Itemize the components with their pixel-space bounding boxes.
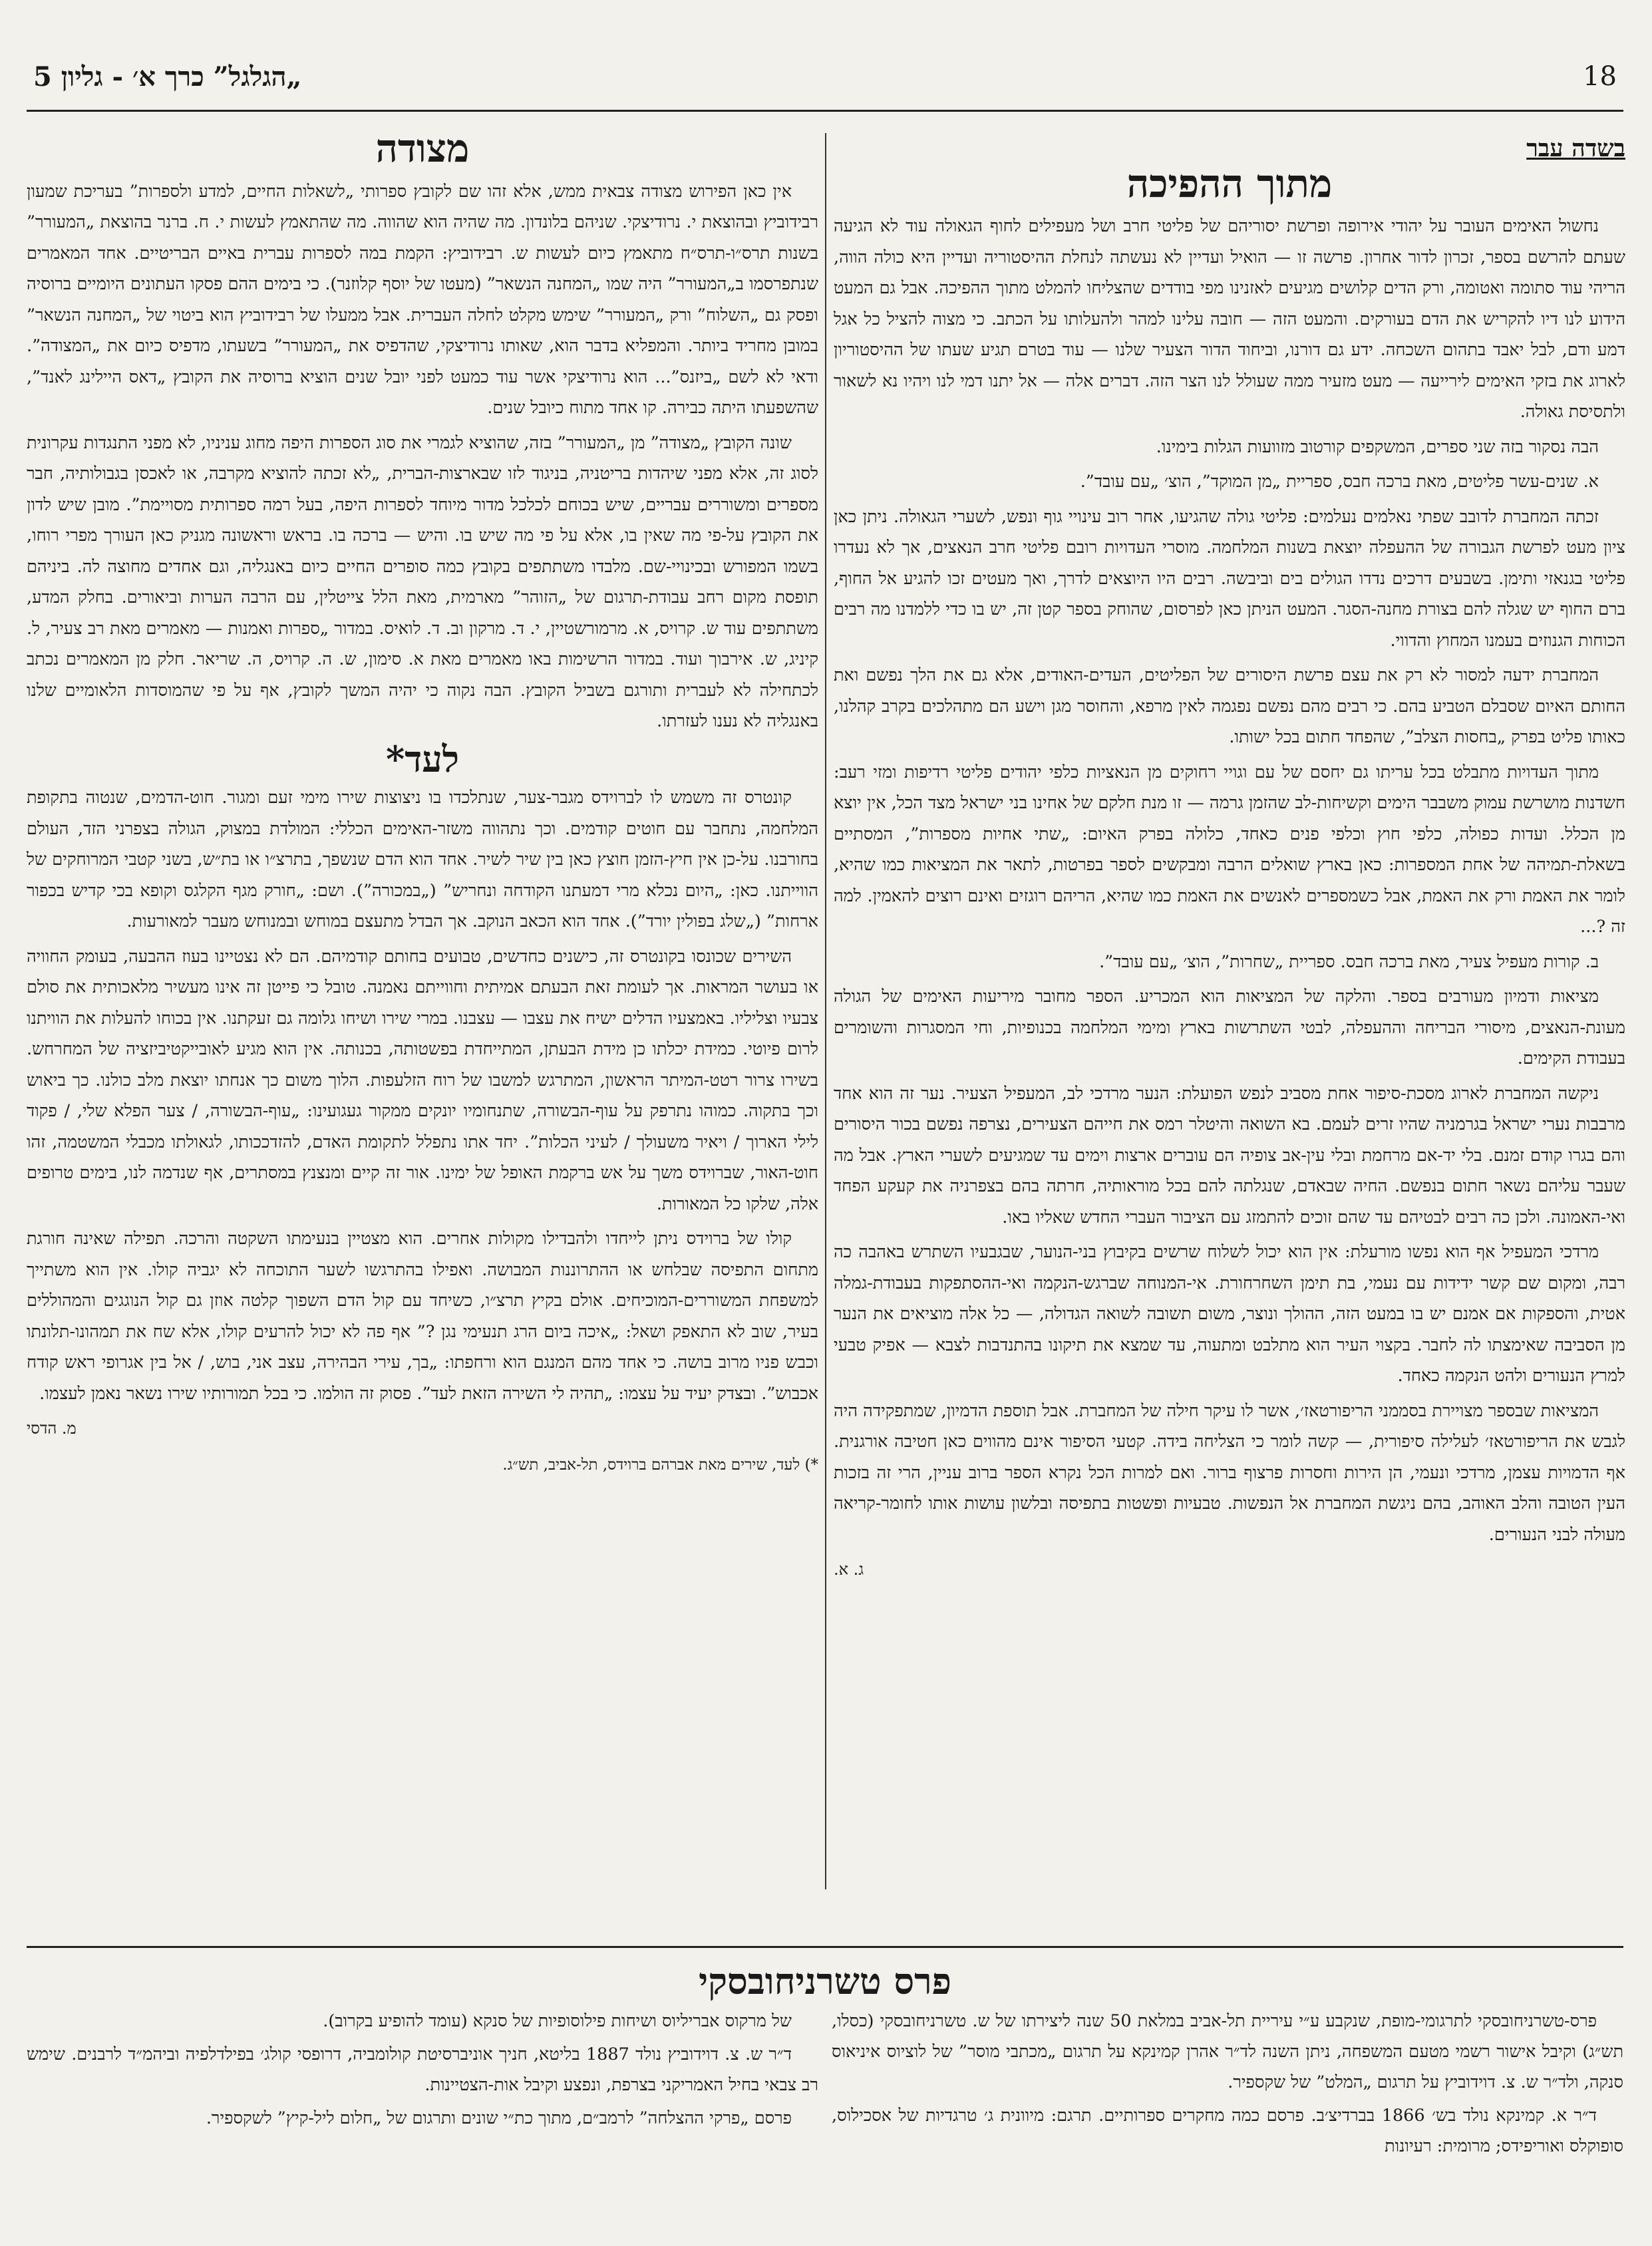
paragraph: ד״ר ש. צ. דוידוביץ נולד 1887 בליטא, חניך אוניברסיטת קולומביה, דרופסי קולג׳ בפילדלפיה וביהמ״ד לרבנים. שימש רב צבאי בחיל האמריקני בצרפת, ונפצע וקיבל אות-הצטיינות. [27,2044,818,2095]
page-number: 18 [1583,61,1617,92]
prize-title: פרס טשרניחובסקי [698,1960,952,2003]
paragraph: ניקשה המחברת לארוג מסכת-סיפור אחת מסביב לנפש הפועלת: הנער מרדכי לב, המעפיל הצעיר. נער זה הוא אחד מרבבות נערי ישראל בגרמניה שהיו זרים לעמם. בא השואה והיטלר רמס את חייהם הצעירים, נצרפה נפשם בכור היסורים והם בגרו קודם זמנם. בלי יד-אם מרחמת ובלי עין-אב צופיה הם עוברים ארצות וימים עד שמגיעים לשערי הארץ. אבל מה שעבר עליהם נשאר חתום בנפשם. החיה שבאדם, שנגלתה להם בכל מוראותיה, חרתה בהם בצפרניה את קעקע הפחד ואי-האמונה. ולכן כה רבים לבטיהם עד שהם זוכים להתמזג עם הציבור העברי החדש שאליו באו. [834,1083,1625,1227]
article-signature: מ. הדסי [27,1419,77,1438]
prize-column-left [27,2006,818,2205]
running-title: „הגלגל” כרך א׳ - גליון 5 [33,61,302,92]
column-divider [825,133,826,1889]
paragraph: מרדכי המעפיל אף הוא נפשו מורעלת: אין הוא יכול לשלוח שרשים בקיבוץ בני-הנוער, שבגבעיו השתרש באהבה כה רבה, ומקום שם קשר ידידות עם נעמי, בת תימן השחרחורת. אי-המנוחה שברגש-הנקמה ואי-ההסתפקות בעבודת-גמלה אטית, והספקות אם אמנם יש בו במעט הזה, ההולך ונוצר, משום תשובה לשואה הגדולה, — כל אלה מוציאים את הנער מן הסביבה שאימצתו לה לחבר. בקצוי העיר הוא מתלבט ומתעוה, עד שמצא את תיקונו בהתנדבות לצבא — אפיק טבעי למרץ הנעורים ולהט הנקמה כאחד. [834,1242,1625,1386]
footnote: *) לעד, שירים מאת אברהם ברוידס, תל-אביב, תש״ג. [502,1456,818,1474]
paragraph: ד״ר א. קמינקא נולד בש׳ 1866 בברדיצ׳ב. פרסם כמה מחקרים ספרותיים. תרגם: מיוונית ג׳ טרגדיות של אסכילוס, סופוקלס ואוריפידס; מרומית: רעיונות [832,2106,1623,2156]
article-revolution [834,133,1625,1929]
paragraph: של מרקוס אבריליוס ושיחות פילוסופיות של סנקא (עומד להופיע בקרוב). [323,2011,792,2031]
paragraph: פרס-טשרניחובסקי לתרגומי-מופת, שנקבע ע״י עיריית תל-אביב במלאת 50 שנה ליצירתו של ש. טשרניחובסקי (כסלו, תש״ג) וקיבל אישור רשמי מטעם המשפחה, ניתן השנה לד״ר אהרן קמינקא על תרגום „מכתבי מוסר” של לוציוס איניאוס סנקה, ולד״ר ש. צ. דוידוביץ על תרגום „המלט” של שקספיר. [832,2011,1623,2092]
header-rule [27,110,1623,112]
article-metzuda [27,133,818,1929]
paragraph: המציאות שבספר מצויירת בסממני הריפורטאז׳, אשר לו עיקר חילה של המחברת. אבל תוספת הדמיון, שמתפקידה היה לגבש את הריפורטאז׳ לעלילה סיפורית, — קשה לומר כי הצליחה בידה. קטעי הסיפור אינם מהווים כאן חטיבה אורגנית. אף הדמויות עצמן, מרדכי ונעמי, הן הירות וחסרות פרצוף ברור. ואם למרות הכל נקרא הספר ברוב עניין, הרי זה בזכות העין הטובה והלב האוהב, בהם ניגשת המחברת אל הנפשות. טבעיות ופשטות בתפיסה ובלשון עושות אותו לחומר-קריאה מעולה לבני הנעורים. [834,1400,1625,1545]
paragraph: מציאות ודמיון מעורבים בספר. והלקה של המציאות הוא המכריע. הספר מחובר מיריעות האימים של הגולה מעונת-הנאצים, מיסורי הבריחה וההעפלה, לבטי השתרשות בארץ ומימי המלחמה בכנופיות, וחי המסגרות והשומרים בעבודת הקימים. [834,987,1625,1068]
prize-column-right [832,2006,1623,2205]
paragraph: נחשול האימים העובר על יהודי אירופה ופרשת יסוריהם של פליטי חרב ושל מעפילים לחוף הגאולה עוד לא הגיעה שעתם להרשם בספר, זכרון לדור אחרון. פרשה זו — הואיל ועדיין לא נעשתה לנחלת ההיסטוריה ועדיין היא כולה הווה, הריהי עוד סתומה ואטומה, ורק הדים קלושים מגיעים לאזנינו מפי בודדים שהצליחו להמלט מתוך ההפיכה. אבל גם המעט הידוע לנו דיו להקריש את הדם בעורקים. והמעט הזה — חובה עלינו למהר ולהעלותו על הכתב. כי מצוה להציל כל אגל דמע ודם, לבל יאבד בתהום השכחה. ידע גם דורנו, וביחוד הדור הצעיר שלנו — עוד בטרם תגיע שעתו של ההיסטוריון לארוג את בזקי האימים לירייעה — מעט מזעיר ממה שעולל לנו הצר הזה. דברים אלה — אל יתנו דמי לנו ויהיו נא לשאור ולתסיסת גאולה. [834,216,1625,422]
paragraph: שונה הקובץ „מצודה” מן „המעורר” בזה, שהוציא לגמרי את סוג הספרות היפה מחוג עניניו, לא מפני התנגדות עקרונית לסוג זה, אלא מפני שיהדות בריטניה, בניגוד לזו שבארצות-הברית, „לא זכתה להוציא מקרבה, או לאכסן בגבולותיה, חבר מספרים ומשוררים עבריים, שיש בכוחם לכלכל מדור מיוחד לספרות היפה, בעל רמה ספרותית מסויימת”. מובן שיש לדון את הקובץ על-פי מה שאין בו, אלא על פי מה שיש בו. והיש — ברכה בו. בראש וראשונה מגניק כאן העורך מפרי רוחו, בשמו המפורש ובכינויי-שם. מלבדו משתתפים בקובץ כמה סופרים החיים כיום באנגליה, וגם אחדים מחוצה לה. ביניהם תופסת מקום רחב עבודת-תרגום של „הזוהר” מארמית, מאת הלל צייטלין, עם הרבה הערות וביאורים. בחלק המדע, משתתפים עוד ש. קרויס, א. מרמורשטיין, י. ד. מרקון וב. ד. לואיס. במדור „ספרות ואמנות — מאמרים מאת רב צעיר, ל. קיניג, ש. אירבוך ועוד. במדור הרשימות באו מאמרים מאת א. סימון, ש. ה. קרויס, ה. שריאר. חלק מן המאמרים נכתב לכתחילה לא לעברית ותורגם בשביל הקובץ. הבה נקוה כי יהיה המשך לקובץ, אף על פי שהמוסדות הלאומיים שלנו באנגליה לא נענו לעזרתו. [27,432,818,731]
paragraph: זכתה המחברת לדובב שפתי נאלמים נעלמים: פליטי גולה שהגיעו, אחר רוב עינויי גוף ונפש, לשערי הגאולה. ניתן כאן ציון מעט לפרשת הגבורה של ההעפלה יוצאת בשנות המלחמה. מוסרי העדויות רובם פליטי חרב הנאצים, אך לא נעדרו פליטי בגנאזי ותימן. בשבעים דרכים נדדו הגולים בים וביבשה. רבים היו היוצאים לדרך, ואך מעטים זכו להגיע אל החוף, ברם החוף יש שגלה להם בצורת מחנה-הסגר. המעט הניתן כאן לפרסום, שהוחק בספר קטן זה, יש בו כדי ללמדנו מה רבים הכוחות הגנוזים בעמנו המחוץ והדווי. [834,506,1625,651]
paragraph: א. שנים-עשר פליטים, מאת ברכה חבס, ספריית „מן המוקד”, הוצ׳ „עם עובד”. [1080,472,1599,492]
article-title: מתוך ההפיכה [1126,160,1333,206]
article-subtitle: לעד* [385,737,460,780]
paragraph: פרסם „פרקי ההצלחה” לרמב״ם, מתוך כת״י שונים ותרגום של „חלום ליל-קיץ” לשקספיר. [206,2108,792,2128]
paragraph: קולו של ברוידס ניתן לייחדו ולהבדילו מקולות אחרים. הוא מצטיין בנעימתו השקטה והרכה. תפילה שאינה חורגת מתחום התפיסה שבלחש או ההתרוננות המבושה. ואפילו בהתרגשו לשער התוכחה לא יגביה קולו. אין הוא משתייך למשפחת המשוררים-המוכיחים. אולם בקיץ תרצ״ו, כשיחד עם קול הדם השפוך קלטה אוזן גם קול הנוגגים והמהוללים בעיר, שוב לא התאפק ושאל: „איכה ביום הרג תנעימי נגן ?” אף פה לא יכול להרעים קולו, אלא שח את תמהונו-תלונתו וכבש פניו מרוב בושה. כי אחד מהם המנגם הוא ורחפתו: „בך, עירי הבהירה, עצב אני, בוש, / אל בין אגרופי ראש קודח אכבוש”. ובצדק יעיד על עצמו: „תהיה לי השירה הזאת לעד”. פסוק זה הולמו. כי בכל תמורותיו שירו נשאר נאמן לעצמו. [27,1229,818,1404]
paragraph: מתוך העדויות מתבלט בכל עריתו גם יחסם של עם וגויי רחוקים מן הנאציות כלפי יהודים פליטי רדיפות ומזי רעב: חשדנות מושרשת עמוק משבבר הימים וקשיחות-לב שהזמן גרמה — זו מנת חלקם של אחינו בני ישראל מצד הכל, אין יוצא מן הכלל. ועדות כפולה, כלפי חוץ וכלפי פנים כאחד, כלולה בפרק האיום: „שתי אחיות מספרות”, המסתיים בשאלת-תמיהה של אחת המספרות: כאן בארץ שואלים הרבה ומבקשים לספר בפרטות, לתאר את המציאות כמו שהיא, לומר את האמת ורק את האמת, אבל כשמספרים לאנשים את האמת כמו שהיא, הריהם רוגזים ואינם רוצים להאמין. למה זה ?... [834,762,1625,937]
section-rule [27,1946,1623,1948]
paragraph: הבה נסקור בזה שני ספרים, המשקפים קורטוב מזוועות הגלות בימינו. [1156,436,1599,457]
paragraph: המחברת ידעה למסור לא רק את עצם פרשת היסורים של הפליטים, העדים-האודים, אלא גם את הלך נפשם ואת החותם האיום שסבלם הטביע בהם. כי רבים מהם נפשם נפגמה לאין מרפא, והחוסר מגן וישע הם מתהלכים בקרב קהלנו, כאותו פליט בפרק „בחסות הצלב”, שהפחד חתום בכל ישותו. [834,665,1625,747]
page-header [27,61,1623,101]
paragraph: אין כאן הפירוש מצודה צבאית ממש, אלא זהו שם לקובץ ספרותי „לשאלות החיים, למדע ולספרות” בעריכת שמעון רבידוביץ ובהוצאת י. נרודיצקי. שניהם בלונדון. מה שהיה הוא שהווה. מה שהתאמץ לעשות י. ח. ברנר בהוצאת „המעורר” בשנות תרס״ו-תרס״ח מתאמץ כיום לעשות ש. רבידוביץ: הקמת במה לספרות עברית באיים הבריטיים. אחד המאמרים שנתפרסמו ב„המעורר” היה שמו „המחנה הנשאר” (מעטו של יוסף קלוזנר). כי בימים ההם פסקו העתונים היומיים ברוסיה ופסק גם „השלוח” ורק „המעורר” שימש מקלט לחלה העברית. אבל ממעלו של רבידוביץ הוא ביטוי של „המחנה הנשאר” במובן מחריד ביותר. והמפליא בדבר הוא, שאותו נרודיצקי, שהדפיס את „המעורר” בשעתו, מדפיס כיום את „המצודה”. ודאי לא לשם „ביזנס”... הוא נרודיצקי אשר עוד כמעט לפני יובל שנים הוציא ברוסיה את הקובץ „דאס היילינג לאנד”, שהשפעתו היתה כבירה. קו אחד מתוח כיובל שנים. [27,181,818,418]
paragraph: ב. קורות מעפיל צעיר, מאת ברכה חבס. ספריית „שחרות”, הוצ׳ „עם עובד”. [1099,951,1599,972]
section-label: בשדה עבר [1526,134,1625,162]
paragraph: קונטרס זה משמש לו לברוידס מגבר-צער, שנתלכדו בו ניצוצות שירו מימי זעם ומגור. חוט-הדמים, שנטוה בתקופת המלחמה, נתחבר עם חוטים קודמים. וכך נתהווה משזר-האימים הכללי: המולדת במצוק, הגולה בצפרני הזד, העולם בחורבנו. על-כן אין חיץ-הזמן חוצץ כאן בין שיר לשיר. אחד הוא הדם שנשפך, בתרצ״ו או בת״ש, בשני קטבי המרוחקים של הווייתנו. כאן: „היום נכלא מרי דמעתנו הקודחה ונחריש” („במכורה”). ושם: „חורק מגף הקלגס וקופא בכי קדיש בכפור ארחות” („שלג בפולין יורד”). אחד הוא הכאב הנוקב. אך הבדל מתעצם במוחש ובמנוחש מעבר למאורעות. [27,788,818,931]
paragraph: השירים שכונסו בקונטרס זה, כישנים כחדשים, טבועים בחותם קודמיהם. הם לא נצטיינו בעוז ההבעה, בעומק החוויה או בעושר המראות. אך לעומת זאת הבעתם אמיתית וחווייתם נאמנה. טובל כי פייטן זה אינו מעשיר מלאכותית את סולם צבעיו וצליליו. באמצעיו הדלים ישיח את עצבו — עצבנו. במרי שירו ושיחו גלומה גם זעקתנו. אין בכוחו להעלות את הוויתנו לרום פיוטי. כמידת יכלתו כן מידת הבעתן, המתייחדת בפשטותה, בכנותה. אין הוא מגיע לאובייקטיביזציה של המחרחש. בשירו צרור רטט-המיתר הראשון, המתרגש למשבו של רוח הזלעפות. הלוך משום כך אנחתו יוצאת מלב כולנו. כך ביאוש וכך בתקוה. כמוהו נתרפק על עוף-הבשורה, שתנחומיו יונקים ממקור געגועינו: „עוף-הבשורה, / צער הפלא שלי, / פקוד לילי הארוך / ויאיר משעולך / לעיני הכלות”. יחד אתו נתפלל לתקומת האדם, להזדככותו, לגאולתו מכבלי המשטמה, זהו חוט-האור, שברוידס משך על אש ברקמת האופל של ימינו. אור זה קיים ומנצנץ במסתרים, אף שנדמה לנו, בימים טרופים אלה, שלקו כל המאורות. [27,946,818,1214]
prize-section [27,1960,1623,2205]
article-signature: ג. א. [834,1560,864,1579]
article-title: מצודה [375,133,470,171]
